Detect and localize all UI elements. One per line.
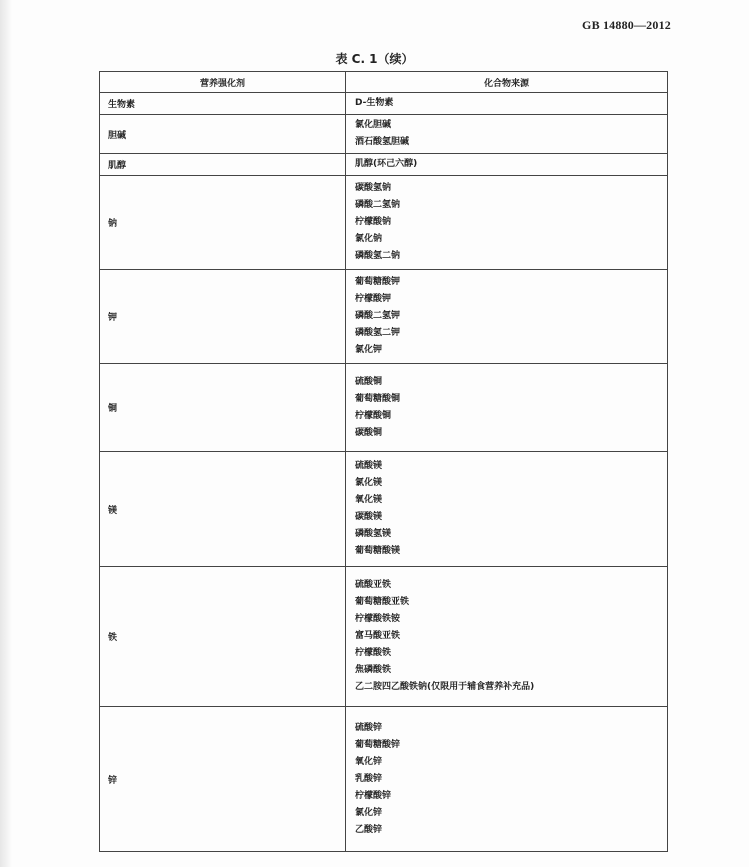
- source-item: 氧化锌: [355, 756, 383, 767]
- column-header-source: 化合物来源: [346, 72, 668, 93]
- source-item: 葡萄糖酸铜: [355, 393, 401, 404]
- source-item: 碳酸铜: [355, 427, 383, 438]
- source-item: 富马酸亚铁: [355, 631, 401, 641]
- source-item: 碳酸氢钠: [355, 183, 392, 193]
- nutrient-cell: 肌醇: [100, 154, 346, 176]
- source-item: 磷酸二氢钠: [355, 200, 401, 210]
- source-item: 柠檬酸铜: [355, 410, 392, 421]
- source-item: 葡萄糖酸锌: [355, 739, 401, 750]
- source-item: 氯化锌: [355, 807, 383, 818]
- source-item: 乳酸锌: [355, 773, 383, 784]
- table-row: [100, 567, 668, 707]
- table-row: [100, 154, 668, 176]
- nutrient-cell: 胆碱: [100, 115, 346, 154]
- source-item: 氯化镁: [355, 478, 383, 488]
- source-item: 柠檬酸钠: [355, 217, 392, 227]
- source-item: 氯化钾: [355, 345, 383, 355]
- source-cell: [346, 707, 668, 852]
- source-item: 碳酸镁: [355, 512, 383, 522]
- source-cell: [346, 270, 668, 364]
- table-row: [100, 707, 668, 852]
- source-list: [355, 115, 667, 153]
- source-item: 硫酸锌: [355, 722, 383, 733]
- source-item: 磷酸二氢钾: [355, 311, 401, 321]
- source-list: [355, 575, 667, 698]
- source-item: 葡萄糖酸亚铁: [355, 597, 410, 607]
- column-header-nutrient: 营养强化剂: [100, 72, 346, 93]
- page-edge-shadow: [0, 0, 12, 867]
- table-header-row: [100, 72, 668, 93]
- source-item: 葡萄糖酸钾: [355, 277, 401, 287]
- source-item: 硫酸铜: [355, 376, 383, 387]
- source-cell: [346, 93, 668, 115]
- table-row: [100, 93, 668, 115]
- table-row: [100, 115, 668, 154]
- source-cell: [346, 364, 668, 452]
- source-item: 乙二胺四乙酸铁钠(仅限用于辅食营养补充品): [355, 682, 535, 692]
- source-item: 磷酸氢二钠: [355, 251, 401, 261]
- source-cell: [346, 115, 668, 154]
- source-item: 葡萄糖酸镁: [355, 546, 401, 556]
- document-code: GB 14880—2012: [582, 18, 671, 32]
- source-cell: [346, 176, 668, 270]
- source-item: D-生物素: [355, 98, 394, 108]
- source-cell: [346, 452, 668, 567]
- nutrient-cell: 钠: [100, 176, 346, 270]
- source-item: 磷酸氢二钾: [355, 328, 401, 338]
- table-row: [100, 364, 668, 452]
- source-item: 氯化钠: [355, 234, 383, 244]
- source-list: [355, 718, 667, 841]
- nutrient-cell: 铁: [100, 567, 346, 707]
- table-caption: 表 C. 1（续）: [335, 52, 414, 66]
- source-list: [355, 372, 667, 444]
- source-list: [355, 93, 667, 114]
- nutrient-source-table: [99, 71, 668, 852]
- source-item: 乙酸锌: [355, 824, 383, 835]
- source-item: 柠檬酸钾: [355, 294, 392, 304]
- nutrient-cell: 生物素: [100, 93, 346, 115]
- source-item: 磷酸氢镁: [355, 529, 392, 539]
- source-item: 氧化镁: [355, 495, 383, 505]
- table-row: [100, 176, 668, 270]
- table-row: [100, 452, 668, 567]
- nutrient-cell: 钾: [100, 270, 346, 364]
- source-item: 硫酸镁: [355, 461, 383, 471]
- nutrient-cell: 铜: [100, 364, 346, 452]
- source-item: 肌醇(环己六醇): [355, 159, 418, 169]
- source-list: [355, 154, 667, 175]
- source-item: 酒石酸氢胆碱: [355, 137, 410, 147]
- source-item: 柠檬酸铁铵: [355, 614, 401, 624]
- source-list: [355, 178, 667, 267]
- source-cell: [346, 154, 668, 176]
- source-item: 硫酸亚铁: [355, 580, 392, 590]
- source-item: 焦磷酸铁: [355, 665, 392, 675]
- source-item: 柠檬酸锌: [355, 790, 392, 801]
- table-row: [100, 270, 668, 364]
- table-body: [100, 93, 668, 852]
- nutrient-cell: 镁: [100, 452, 346, 567]
- source-list: [355, 272, 667, 361]
- source-list: [355, 456, 667, 562]
- source-item: 氯化胆碱: [355, 120, 392, 130]
- source-cell: [346, 567, 668, 707]
- nutrient-cell: 锌: [100, 707, 346, 852]
- source-item: 柠檬酸铁: [355, 648, 392, 658]
